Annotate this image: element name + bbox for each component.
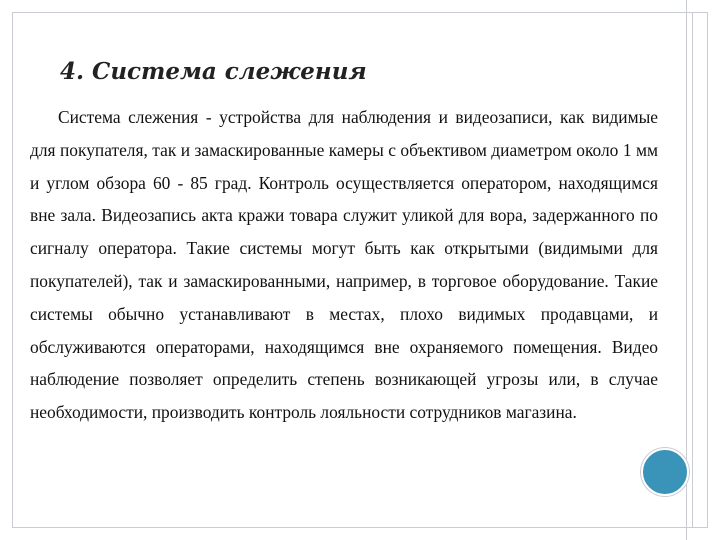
decorative-circle bbox=[641, 448, 689, 496]
right-rail-inner-line bbox=[692, 12, 693, 528]
slide-title: 4. Система слежения bbox=[60, 58, 367, 85]
slide-body-text: Система слежения - устройства для наблюдения и видеозаписи, как видимые для покупателя, так и замаскированные камеры с объективом диаметром около 1 мм и углом обзора 60 - 85 град. Контроль осуществляется оператором, находящимся вне зала. Видеозапись акта кражи товара служит уликой для вора, задержанного по сигналу оператора. Такие системы могут быть как открытыми (видимыми для покупателей), так и замаскированными, например, в торговое оборудование. Такие системы обычно устанавливают в местах, плохо видимых продавцами, и обслуживаются операторами, находящимся вне охраняемого помещения. Видео наблюдение позволяет определить степень возникающей угрозы или, в случае необходимости, производить контроль лояльности сотрудников магазина. bbox=[30, 107, 658, 423]
right-rail-line bbox=[686, 0, 687, 540]
